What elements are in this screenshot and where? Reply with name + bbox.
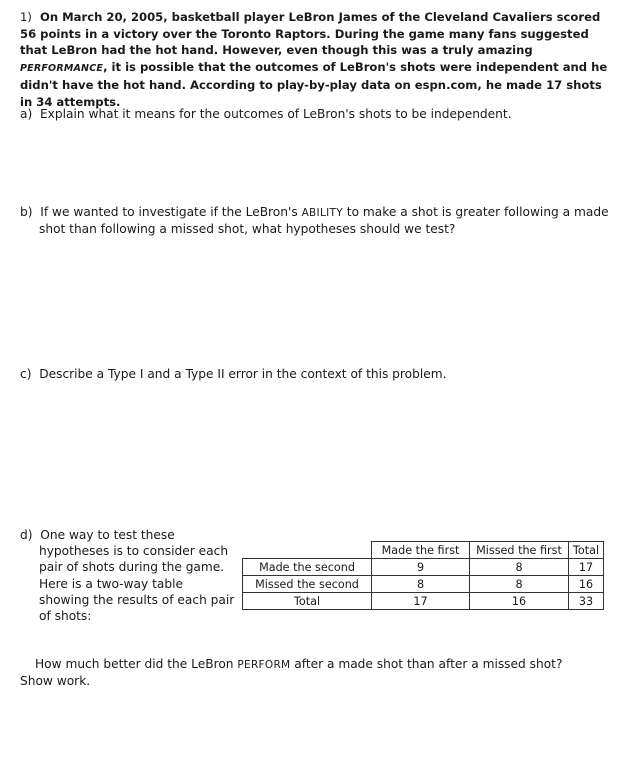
followup-emphasis: PERFORM: [237, 659, 291, 671]
followup-text-1: How much better did the LeBron: [35, 657, 238, 671]
question-b-label: b): [20, 205, 33, 219]
table-cell: 9: [372, 559, 470, 576]
header-missed-first: Missed the first: [470, 542, 569, 559]
row-label-total: Total: [243, 593, 372, 610]
table-corner-cell: [243, 542, 372, 559]
intro-text-2: , it is possible that the outcomes of LeBron's shots were independent and he didn't have the hot hand. According to play-by-play data on espn.com, he made 17 shots in 34 attempts.: [20, 59, 608, 109]
question-a: [20, 106, 610, 122]
question-b-emphasis: ABILITY: [301, 207, 343, 219]
row-label-made-second: Made the second: [243, 559, 372, 576]
table-header-row: [243, 542, 604, 559]
table-cell: 8: [470, 559, 569, 576]
table-row: [243, 576, 604, 593]
table-row: [243, 559, 604, 576]
question-d-label: d): [20, 528, 33, 542]
table-cell: 17: [372, 593, 470, 610]
question-c-label: c): [20, 367, 32, 381]
table-cell: 17: [569, 559, 604, 576]
table-cell: 16: [470, 593, 569, 610]
table-cell: 8: [470, 576, 569, 593]
table-cell: 16: [569, 576, 604, 593]
table-row: [243, 593, 604, 610]
question-b: [20, 204, 610, 237]
table-cell: 8: [372, 576, 470, 593]
problem-number: 1): [20, 10, 32, 24]
row-label-missed-second: Missed the second: [243, 576, 372, 593]
followup-show-work: Show work.: [20, 674, 91, 689]
problem-intro: [20, 9, 618, 111]
table-cell: 33: [569, 593, 604, 610]
question-c: [20, 366, 610, 382]
header-made-first: Made the first: [372, 542, 470, 559]
question-b-text-1: If we wanted to investigate if the LeBron's: [40, 205, 302, 219]
question-d: [20, 527, 235, 624]
followup-text-2: after a made shot than after a missed shot?: [290, 657, 563, 671]
question-a-label: a): [20, 107, 33, 121]
two-way-table: [242, 541, 604, 610]
question-a-text: Explain what it means for the outcomes of LeBron's shots to be independent.: [39, 107, 512, 121]
question-d-followup: [20, 656, 610, 689]
intro-emphasis: PERFORMANCE: [20, 62, 104, 74]
question-d-text: One way to test these hypotheses is to consider each pair of shots during the game. Here is a two-way table showing the results of each pair of shots:: [39, 528, 235, 624]
intro-text-1: On March 20, 2005, basketball player LeBron James of the Cleveland Cavaliers scored 56 points in a victory over the Toronto Raptors. During the game many fans suggested that LeBron had the hot hand. However, even though this was a truly amazing: [20, 10, 601, 58]
question-b-text-2: to make a shot is greater following a made shot than following a missed shot, what hypotheses should we test?: [39, 205, 609, 237]
question-c-text: Describe a Type I and a Type II error in the context of this problem.: [39, 367, 447, 381]
header-total: Total: [569, 542, 604, 559]
